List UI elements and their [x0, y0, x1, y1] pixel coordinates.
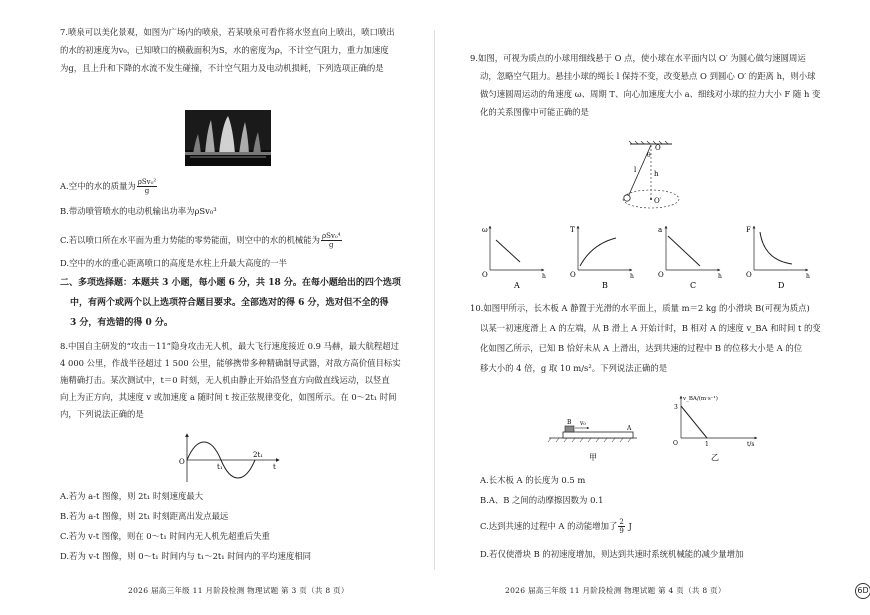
q10-figure-jia	[545, 410, 640, 465]
q10-slider-b	[565, 426, 574, 432]
q9-graph-c-ylabel: a	[658, 226, 663, 234]
q9-graph-b-label: B	[602, 281, 608, 290]
q7-option-c	[60, 232, 343, 249]
q9-center-point	[650, 198, 652, 200]
q10-c-denominator: 9	[619, 527, 624, 535]
section2-header-line1: 二、多项选择题：本题共 3 小题，每小题 6 分，共 18 分。在每小题给出的四个选项	[60, 278, 401, 288]
q9-graph-d-ylabel: F	[746, 226, 751, 234]
q7-option-b: B.带动喷管喷水的电动机输出功率为ρSv₀³	[60, 206, 217, 216]
q9-conical-pendulum-figure	[610, 140, 720, 215]
q9-graph-b-origin: O	[570, 271, 576, 279]
q9-fig-h-label: h	[654, 170, 659, 178]
q9-graph-a-ylabel: ω	[482, 226, 488, 234]
q10-c-numerator: 2	[619, 518, 624, 526]
q7-c-numerator: ρSv₀⁴	[322, 232, 341, 240]
corner-page-mark: 6D	[855, 583, 870, 599]
q9-fig-theta-label: θ	[647, 152, 651, 159]
left-page-footer: 2026 届高三年级 11 月阶段检测 物理试题 第 3 页（共 8 页）	[128, 586, 349, 595]
q10-yi-tick-1: 1	[705, 441, 709, 448]
q10-option-d: D.若仅使滑块 B 的初速度增加，则达到共速时系统机械能的减少量增加	[480, 549, 744, 559]
q9-graph-d	[746, 226, 810, 290]
fountain-photo	[185, 110, 271, 166]
q8-option-c: C.若为 v-t 图像，则在 0～t₁ 时间内无人机先超重后失重	[60, 531, 270, 541]
right-page	[435, 0, 870, 615]
q10-figure-yi	[667, 392, 762, 467]
q9-graph-c	[658, 226, 722, 290]
q10-option-a: A.长木板 A 的长度为 0.5 m	[480, 475, 586, 485]
q7-option-c-fraction	[321, 232, 341, 249]
q8-line4: 向上为正方向，其速度 v 或加速度 a 随时间 t 按正弦规律变化，如图所示。在 0～2t₁ 时间	[60, 392, 397, 402]
q10-fig-v0-label: v₀	[580, 420, 586, 427]
q9-graph-c-origin: O	[658, 271, 664, 279]
q9-graph-b-xlabel: h	[630, 273, 634, 280]
q7-option-a-text: A.空中的水的质量为	[60, 181, 136, 191]
q10-line3: 化如图乙所示，已知 B 恰好未从 A 上滑出，达到共速的过程中 B 的位移大小是 A 的位	[480, 343, 803, 353]
q10-fig-b-label: B	[567, 419, 572, 426]
q9-line1: 9.如图，可视为质点的小球用细线悬于 O 点，使小球在水平面内以 O′ 为圆心做匀速圆周运	[470, 53, 806, 63]
q10-yi-line	[681, 406, 707, 438]
q8-option-b: B.若为 a-t 图像，则 2t₁ 时刻距离出发点最远	[60, 511, 229, 521]
q9-graph-c-xlabel: h	[718, 273, 722, 280]
q7-c-denominator: g	[329, 241, 334, 249]
q8-graph-origin-label: O	[179, 458, 185, 466]
q9-graph-d-origin: O	[746, 271, 752, 279]
q9-graph-a-label: A	[514, 281, 520, 290]
q7-a-numerator: ρSv₀²	[137, 178, 157, 186]
right-page-footer: 2026 届高三年级 11 月阶段检测 物理试题 第 4 页（共 8 页）	[505, 586, 726, 595]
q9-graph-d-xlabel: h	[806, 273, 810, 280]
q9-graph-d-label: D	[778, 281, 785, 290]
q10-yi-x-label: t/s	[747, 441, 755, 448]
q8-graph-2t1-label: 2t₁	[253, 451, 264, 459]
q9-graph-a-xlabel: h	[542, 273, 546, 280]
q10-option-c	[480, 518, 632, 535]
q8-graph-t-label: t	[273, 463, 276, 471]
q7-option-c-text: C.若以喷口所在水平面为重力势能的零势能面，则空中的水的机械能为	[60, 235, 321, 245]
q9-graph-a-origin: O	[482, 271, 488, 279]
q7-option-d: D.空中的水的重心距离喷口的高度是水柱上升最大高度的一半	[60, 258, 287, 268]
q10-option-c-unit: J	[628, 521, 632, 531]
q9-fig-l-label: l	[634, 166, 637, 174]
section2-header-line3: 3 分，有选错的得 0 分。	[70, 318, 173, 328]
q8-option-d: D.若为 v-t 图像，则 0～t₁ 时间内与 t₁～2t₁ 时间内的平均速度相同	[60, 551, 312, 561]
q10-line1: 10.如图甲所示，长木板 A 静置于光滑的水平面上，质量 m＝2 kg 的小滑块 B(可视为质点)	[470, 303, 810, 313]
q9-ball	[624, 195, 630, 201]
q10-option-c-text: C.达到共速的过程中 A 的动能增加了	[480, 521, 618, 531]
q9-line3: 做匀速圆周运动的角速度 ω、周期 T、向心加速度大小 a、细线对小球的拉力大小 F 随 h 变	[480, 89, 821, 99]
q7-option-a	[60, 178, 158, 195]
q8-option-a: A.若为 a-t 图像，则 2t₁ 时刻速度最大	[60, 491, 204, 501]
q9-fig-o-label: O	[655, 144, 661, 152]
q8-graph-t1-label: t₁	[217, 463, 223, 471]
q10-line4: 移大小的 4 倍，g 取 10 m/s²。下列说法正确的是	[480, 363, 668, 373]
q8-line1: 8.中国自主研发的“攻击－11”隐身攻击无人机，最大飞行速度接近 0.9 马赫，最大航程超过	[60, 341, 399, 351]
q7-stem-line1: 7.喷泉可以美化景观，如图为广场内的喷泉，若某喷泉可看作将水竖直向上喷出，喷口喷出	[60, 27, 395, 37]
q9-graph-a	[482, 226, 546, 290]
q8-sine-graph	[175, 430, 285, 486]
q10-fig-jia-caption: 甲	[589, 453, 597, 462]
q7-stem-line3: 为g，且上升和下降的水流不发生碰撞，不计空气阻力及电动机损耗，下列选项正确的是	[60, 63, 384, 73]
q7-option-a-fraction	[137, 178, 157, 195]
q9-line2: 动，忽略空气阻力。悬挂小球的绳长 l 保持不变，改变悬点 O 到圆心 O′ 的距离 h，则小球	[480, 71, 816, 81]
q10-ground-hatch	[548, 438, 631, 442]
q10-yi-tick-3: 3	[674, 404, 678, 411]
q7-stem-line2: 的水的初速度为v₀，已知喷口的横截面积为S，水的密度为ρ，不计空气阻力，重力加速度	[60, 45, 389, 55]
q10-fig-yi-caption: 乙	[711, 453, 719, 462]
q10-option-c-fraction	[618, 518, 624, 535]
q8-line2: 4 000 公里，作战半径超过 1 500 公里，能够携带多种精确制导武器，对敌方高价值目标实	[60, 358, 401, 368]
q9-line4: 化的关系图像中可能正确的是	[480, 107, 589, 117]
q10-line2: 以某一初速度滑上 A 的左端，从 B 滑上 A 开始计时，B 相对 A 的速度 v_BA 和时间 t 的变	[480, 323, 821, 333]
q8-line5: 内，下列说法正确的是	[60, 409, 144, 419]
q9-graph-b	[570, 226, 634, 290]
q9-graph-b-ylabel: T	[570, 226, 575, 234]
q10-board-a	[563, 432, 633, 438]
q9-option-graphs	[480, 222, 810, 292]
q7-a-denominator: g	[144, 187, 150, 195]
q10-option-b: B.A、B 之间的动摩擦因数为 0.1	[480, 495, 604, 505]
q9-graph-c-label: C	[690, 281, 697, 290]
q8-line3: 施精确打击。某次测试中，t＝0 时刻，无人机由静止开始沿竖直方向做直线运动，以竖直	[60, 375, 390, 385]
q10-fig-a-label: A	[627, 425, 632, 432]
q10-yi-y-label: v_BA/(m·s⁻¹)	[683, 396, 718, 402]
q10-yi-origin: O	[673, 440, 678, 447]
q9-fig-oprime-label: O′	[654, 197, 662, 205]
section2-header-line2: 中，有两个或两个以上选项符合题目要求。全部选对的得 6 分，选对但不全的得	[70, 298, 389, 308]
